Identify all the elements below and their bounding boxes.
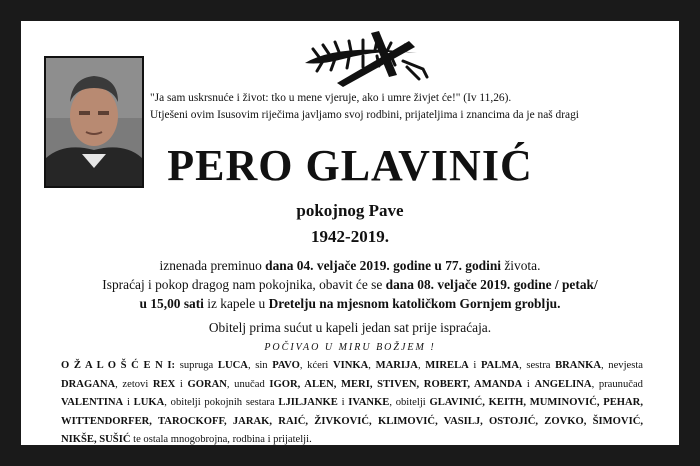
mourners-list bbox=[61, 357, 643, 450]
mourner-relation: , sin bbox=[247, 360, 273, 371]
mourner-name: LUKA bbox=[133, 397, 165, 409]
announcement-intro: Utješeni ovim Isusovim riječima javljamo svoj rodbini, prijateljima i znancima da je naš dragi bbox=[150, 109, 579, 121]
mourner-name: REX bbox=[152, 378, 176, 390]
cross-with-palm-branch-icon bbox=[299, 27, 434, 87]
mourner-relation: , nevjesta bbox=[601, 360, 644, 371]
rest-in-peace-text: POČIVAO U MIRU BOŽJEM ! bbox=[264, 342, 436, 353]
bible-quote: "Ja sam uskrsnuće i život: tko u mene vjeruje, ako i umre živjet će!" (Iv 11,26). bbox=[150, 92, 512, 104]
mourner-name: BRANKA bbox=[555, 360, 602, 371]
mourner-name: GLAVINIĆ, KEITH, MUMINOVIĆ, PEHAR, WITTENDORFER, TAROCKOFF, JARAK, RAIĆ, ŽIVKOVIĆ, KLIMOVIĆ, VASILJ, OSTOJIĆ, ZOVKO, ŠIMOVIĆ, NIKŠE, SUŠIĆ bbox=[61, 397, 643, 446]
mourner-name: LJILJANKE bbox=[278, 397, 338, 409]
mourner-name: IVANKE bbox=[348, 397, 390, 409]
mourner-name: ANGELINA bbox=[534, 378, 592, 390]
mourner-relation: i bbox=[123, 397, 134, 409]
mourner-relation: supruga bbox=[175, 360, 218, 371]
father-name: pokojnog Pave bbox=[296, 201, 404, 220]
mourner-relation: i bbox=[522, 378, 535, 390]
mourner-relation: i bbox=[337, 397, 349, 409]
death-date-line: iznenada preminuo dana 04. veljače 2019. godine u 77. godini života. bbox=[159, 258, 541, 273]
mourner-relation: , obitelji pokojnih sestara bbox=[164, 397, 279, 409]
funeral-date-line: Ispraćaj i pokop dragog nam pokojnika, obavit će se dana 08. veljače 2019. godine / petak/ bbox=[102, 277, 598, 292]
mourner-name: PAVO bbox=[272, 360, 300, 371]
mourner-relation: , obitelji bbox=[389, 397, 430, 409]
mourner-name: LUCA bbox=[217, 360, 248, 371]
mourner-name: MIRELA bbox=[425, 360, 469, 371]
mourner-relation: , kćeri bbox=[299, 360, 333, 371]
mourner-relation: , bbox=[417, 360, 426, 371]
mourner-name: GORAN bbox=[187, 378, 227, 390]
condolence-line: Obitelj prima sućut u kapeli jedan sat prije ispraćaja. bbox=[208, 320, 492, 335]
mourner-relation: i bbox=[468, 360, 481, 371]
mourner-relation: , zetovi bbox=[115, 378, 153, 390]
mourners-label: O Ž A L O Š Ć E N I: bbox=[61, 360, 176, 371]
mourner-relation: , bbox=[368, 360, 376, 371]
mourner-relation: i bbox=[175, 378, 188, 390]
mourner-name: DRAGANA bbox=[61, 378, 116, 390]
obituary-notice bbox=[21, 21, 679, 445]
mourner-relation: , sestra bbox=[519, 360, 556, 371]
funeral-place-line: u 15,00 sati iz kapele u Dretelju na mjesnom katoličkom Gornjem groblju. bbox=[139, 296, 561, 311]
mourner-name: IGOR, ALEN, MERI, STIVEN, ROBERT, AMANDA bbox=[269, 378, 523, 390]
mourner-name: VALENTINA bbox=[61, 397, 124, 409]
mourner-relation: , praunučad bbox=[591, 378, 643, 390]
mourner-relation: te ostala mnogobrojna, rodbina i prijatelji. bbox=[130, 434, 312, 446]
life-years: 1942-2019. bbox=[311, 227, 389, 246]
mourner-relation: , unučad bbox=[226, 378, 270, 390]
mourner-name: MARIJA bbox=[375, 360, 418, 371]
mourner-name: PALMA bbox=[481, 360, 520, 371]
mourner-name: VINKA bbox=[332, 360, 369, 371]
deceased-name: PERO GLAVINIĆ bbox=[167, 141, 533, 190]
